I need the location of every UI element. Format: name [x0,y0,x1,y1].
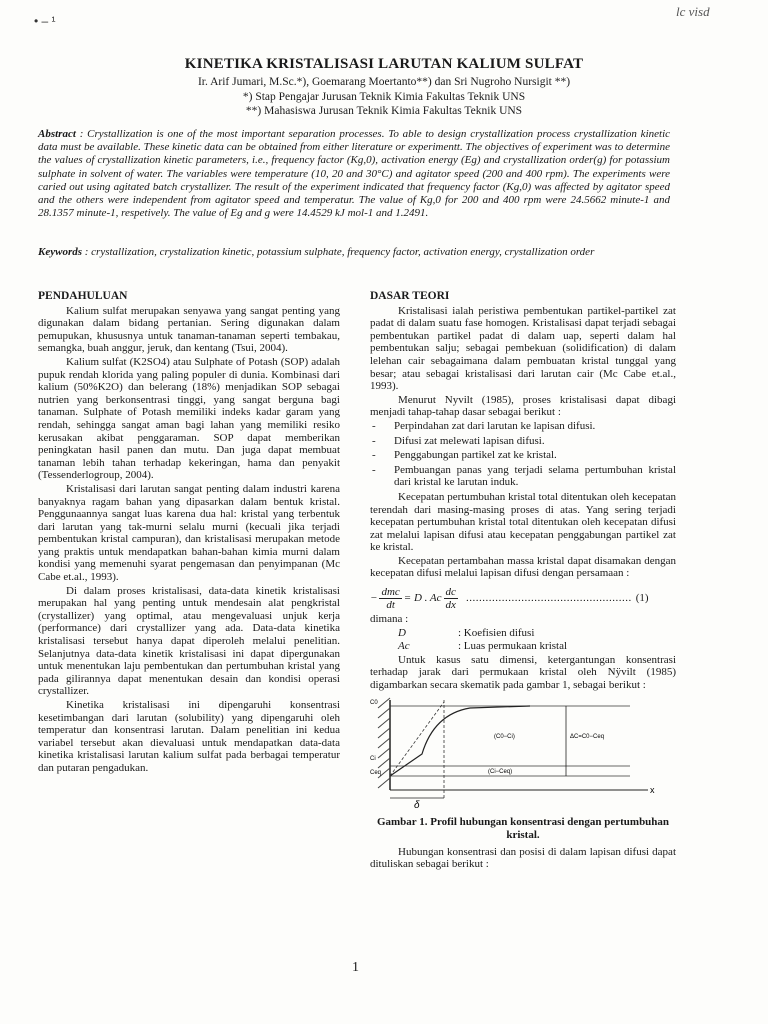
ci-ceq-label: (Ci−Ceq) [488,768,513,775]
paragraph: Kristalisasi dari larutan sangat penting dalam industri karena banyaknya ragam bahan yang dipasarkan dalam bentuk kristal. Penggunaannya sangat luas karena dua hal: kristal yang terbentuk dari larutan yang tak-murni selalu murni (kecuali jika terjadi pembentukan kristal campuran), dan kristalisasi merupakan metode yang praktis untuk mendapatkan bahan-bahan kimia murni dalam kondisi yang memenuhi syarat pengemasan dan penyimpanan (Mc Cabe et.al., 1993). [38,482,340,584]
keywords [38,246,670,259]
keywords-text: : crystallization, crystalization kinetic, potassium sulphate, frequency factor, activation energy, crystallization order [84,246,595,258]
paragraph: Kecepatan pertumbuhan kristal total ditentukan oleh kecepatan terendah dari masing-masing proses di atas. Yang sering terjadi kecepatan pertumbuhan kristal total ditentukan oleh kecepatan difusi zat melalui lapisan difusi atau kecepatan penggabungan partikel zat ke kristal. [370,490,676,554]
paragraph: Kristalisasi ialah peristiwa pembentukan partikel-partikel zat padat di dalam suatu fase homogen. Kristalisasi dapat terjadi sebagai pembentukan partikel padat di dalam uap, seperti dalam hal pembentukan salju; sebagai pembekuan (solidification) di dalam lelehan cair sebagaimana dalam pembuatan kristal tunggal yang besar; atau sebagai kristalisasi dari larutan cair (Mc Cabe et.al., 1993). [370,304,676,393]
concentration-profile-curve [390,706,530,776]
affiliation-students: **) Mahasiswa Jurusan Teknik Kimia Fakultas Teknik UNS [245,105,523,117]
figure-1-diagram [370,694,676,812]
list-item: - Perpindahan zat dari larutan ke lapisan difusi. [370,420,676,433]
tangent-dashed-line [390,702,444,776]
eq-lhs-den: dt [386,599,395,612]
paragraph: Kalium sulfat merupakan senyawa yang sangat penting yang digunakan dalam bidang pertanian. Sering digunakan dalam pemupukan, khususnya untuk tanaman-tanaman seperti tembakau, semangka, buah anggur, jeruk, dan kentang (Tsui, 2004). [38,304,340,355]
list-item: - Difusi zat melewati lapisan difusi. [370,435,676,448]
scan-mark: • – ¹ [34,14,56,28]
steps-list [370,420,676,489]
definition-symbol: D [398,626,406,639]
page-number: 1 [352,960,359,975]
c0-ci-label: (C0−Ci) [494,733,515,740]
definition-text: : Koefisien difusi [458,626,535,639]
abstract-label: Abstract [38,128,76,140]
eq-lhs-num: dmc [381,586,400,599]
list-item: - Pembuangan panas yang terjadi selama pertumbuhan kristal dari kristal ke larutan induk. [370,464,676,489]
delta-c-label: ΔC=C0−Ceq [570,733,605,740]
left-column [38,290,340,776]
eq-rhs-fraction [444,586,458,611]
abstract-text: : Crystallization is one of the most important separation processes. To able to design crystallization process crystallization kinetic data must be available. These kinetic data can be obtained from either literature or experimentt. The objectives of experiment was to determine the values of crystallization kinetic parameters, i.e., frequency factor (Kg,0), activation energy (Eg) and crystallization order(g) for potassium sulphate in solvent of water. The variables were temperature (10, 20 and 30°C) and agitator speed (200 and 400 rpm). The experiments were caried out using agitated batch crystallizer. The result of the experiment indicated that frequency factor (Kg,0) was affected by agitator speed and the others were independent from agitator speed and temperatur. The value of Kg,0 for 200 and 400 rpm were 24.5662 minute-1 and 28.1357 minute-1, respetively. The value of Eg and g were 14.4529 kJ mol-1 and 1.2491. [38,128,671,220]
eq-rhs-num: dc [445,586,456,599]
paragraph: Menurut Nyvilt (1985), proses kristalisasi dapat dibagi menjadi tahap-tahap dasar sebagai berikut : [370,393,676,419]
eq-lhs-fraction [379,586,401,611]
keywords-label: Keywords [38,246,82,258]
figure-1-caption: Gambar 1. Profil hubungan konsentrasi dengan pertumbuhan kristal. [376,815,670,841]
handwritten-note: lc visd [676,4,710,19]
ceq-axis-label: Ceq [370,769,382,776]
equation-1 [370,586,676,611]
paragraph: Di dalam proses kristalisasi, data-data kinetik kristalisasi merupakan hal yang penting untuk mendesain alat pengkristal (crystallizer) yang optimal, atau mengevaluasi unjuk kerja (performance) dari crystallizer yang ada. Data-data kinetika kristalisasi tersebut hanya dapat diperoleh melalui penelitian. Selanjutnya data-data kinetik kristalisasi ini dapat dipergunakan untuk menentukan laju pembentukan dan pertumbuhan kristal yang pada gilirannya dapat menentukan desain dan kondisi operasi crystallizer. [38,584,340,698]
paragraph: Kinetika kristalisasi ini dipengaruhi konsentrasi kesetimbangan dari larutan (solubility) yang dipengaruhi oleh temperatur dan konsentrasi larutan. Dalam penelitian ini kedua variabel tersebut akan dievaluasi untuk mendapatkan data-data kinetika kristalisasi larutan kalium sulfat pada berbagai temperatur dan putaran pengadukan. [38,699,340,774]
paragraph: Untuk kasus satu dimensi, ketergantungan konsentrasi terhadap jarak dari permukaan kristal oleh Nÿvilt (1985) digambarkan secara skematik pada gambar 1, sebagai berikut : [370,653,676,692]
crystal-surface-hatch [378,698,390,790]
paper-title: KINETIKA KRISTALISASI LARUTAN KALIUM SULFAT [184,56,584,72]
definition-text: : Luas permukaan kristal [458,640,568,653]
eq-middle: = D . Ac [403,592,442,605]
section-heading-dasar-teori: DASAR TEORI [370,290,450,302]
eq-minus: − [370,592,378,605]
paragraph: Kecepatan pertambahan massa kristal dapat disamakan dengan kecepatan difusi melalui lapisan difusi dengan persamaan : [370,554,676,580]
ci-axis-label: Ci [370,755,376,762]
eq-dots: ................................................... [465,592,632,605]
c0-axis-label: C0 [370,699,378,706]
definition-row [370,627,676,640]
x-axis-label: x [650,784,655,795]
definition-row [370,640,676,653]
author-line: Ir. Arif Jumari, M.Sc.*), Goemarang Moertanto**) dan Sri Nugroho Nursigit **) [197,76,571,88]
list-item: - Penggabungan partikel zat ke kristal. [370,449,676,462]
affiliation-staff: *) Stap Pengajar Jurusan Teknik Kimia Fakultas Teknik UNS [242,91,526,103]
dimana-label: dimana : [370,613,409,626]
eq-number: (1) [635,592,649,605]
abstract [38,128,670,220]
paragraph: Hubungan konsentrasi dan posisi di dalam lapisan difusi dapat dituliskan sebagai berikut : [370,845,676,871]
definition-symbol: Ac [398,640,410,653]
section-heading-pendahuluan: PENDAHULUAN [38,290,128,302]
paragraph: Kalium sulfat (K2SO4) atau Sulphate of Potash (SOP) adalah pupuk rendah klorida yang paling populer di dunia. Kombinasi dari kalium (50%K2O) dan belerang (18%) menjadikan SOP sebagai nutrien yang berkonsentrasi tinggi, yang sangat berguna bagi tanaman. Sulphate of Potash memiliki indeks kadar garam yang rendah, sehingga sangat aman bagi lahan yang memiliki resiko kerusakan akibat penggaraman. SOP dapat memberikan peningkatan hasil panen dan mutu. Dan juga dapat membuat tanaman lebih tahan terhadap kekeringan, hama dan penyakit (Tessenderlogroup, 2004). [38,355,340,482]
delta-label: δ [414,799,420,811]
right-column [370,290,676,872]
eq-rhs-den: dx [445,599,456,612]
